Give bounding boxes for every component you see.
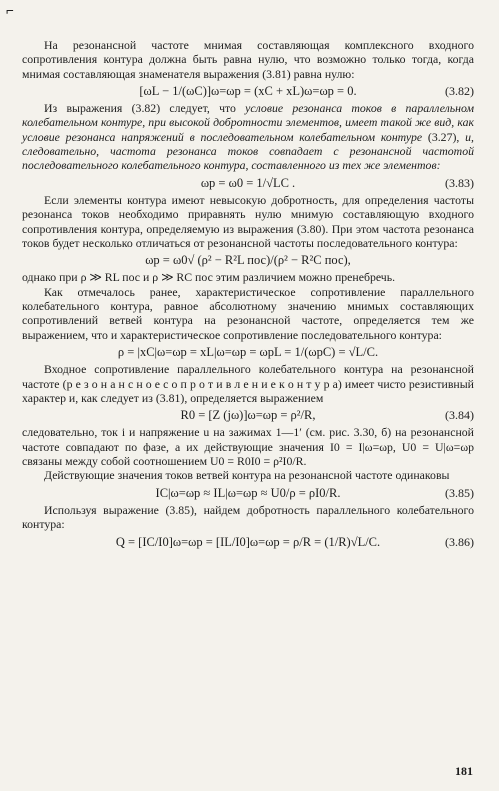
equation-rho — [22, 345, 474, 359]
paragraph-5: Как отмечалось ранее, характеристическое сопротивление параллельного колебательного контура, равное абсолютному значению мнимых составляющих сопротивлений ветвей контура на резонансной частоте, определяется тем же выражением, что и характеристическое сопротивление последовательного контура: — [22, 284, 474, 342]
paragraph-3: Если элементы контура имеют невысокую добротность, для определения частоты резонанса токов необходимо приравнять нулю мнимую составляющую входного сопротивления контура, определяемую из выражения (3.80). При этом частота резонанса токов будет несколько отличаться от резонансной частоты последовательного контура: — [22, 192, 474, 250]
paragraph-2-part-c: (3.27), — [422, 129, 466, 144]
equation-3-86 — [22, 535, 474, 549]
paragraph-4: однако при ρ ≫ RL пос и ρ ≫ RC пос этим различием можно пренебречь. — [22, 270, 396, 285]
equation-unnumbered — [22, 253, 474, 267]
equation-number: (3.85) — [445, 485, 474, 500]
corner-mark: ⌐ — [6, 4, 14, 19]
formula: IC|ω=ωp ≈ IL|ω=ωp ≈ U0/ρ = ρI0/R. — [155, 485, 341, 500]
equation-3-83 — [22, 176, 474, 190]
paragraph-1: На резонансной частоте мнимая составляющая комплексного входного сопротивления контура должна быть равна нулю, что возможно только тогда, когда мнимая составляющая знаменателя выражения (3.81) равна нулю: — [22, 38, 474, 81]
equation-number: (3.86) — [445, 534, 474, 549]
formula: ωp = ω0 = 1/√LC . — [200, 175, 296, 190]
paragraph-2 — [22, 101, 474, 172]
paragraph-6: Входное сопротивление параллельного колебательного контура на резонансной частоте (р е з о н а н с н о е с о п р о т и в л е н и е к о н т у р а) имеет чисто резистивный характер и, как следует из (3.81), определяется выражением — [22, 362, 474, 405]
formula: ωp = ω0√ (ρ² − R²L пос)/(ρ² − R²C пос), — [145, 253, 351, 268]
equation-number: (3.82) — [445, 83, 474, 98]
formula: [ωL − 1/(ωC)]ω=ωp = (xC + xL)ω=ωp = 0. — [139, 83, 357, 98]
paragraph-2-italic-a: условие резонанса токов в параллельном колебательном контуре, при высокой добротности элементов, имеет такой же вид, как условие резонанса напряжений в последовательном колебательном контуре — [22, 101, 474, 144]
paragraph-7: следовательно, ток i и напряжение u на зажимах 1—1′ (см. рис. 3.30, б) на резонансной частоте совпадают по фазе, а их действующие значения I0 = I|ω=ωp, U0 = U|ω=ωp связаны между собой соотношением U0 = R0I0 = ρ²I0/R. — [22, 425, 474, 469]
paragraph-9: Используя выражение (3.85), найдем добротность параллельного колебательного контура: — [22, 502, 474, 532]
formula: R0 = [Z (jω)]ω=ωp = ρ²/R, — [180, 408, 316, 423]
equation-number: (3.83) — [445, 175, 474, 190]
paragraph-8: Действующие значения токов ветвей контура на резонансной частоте одинаковы — [44, 468, 450, 483]
paragraph-2-italic-b: и, следовательно, частота резонанса токов совпадает с резонансной частотой последовательного колебательного контура, составленного из тех же элементов: — [22, 129, 474, 173]
equation-3-84 — [22, 408, 474, 422]
page-number: 181 — [455, 764, 473, 778]
equation-3-85 — [22, 486, 474, 500]
page-body — [22, 38, 474, 552]
formula: ρ = |xC|ω=ωp = xL|ω=ωp = ωpL = 1/(ωpC) = √L/C. — [117, 344, 379, 359]
paragraph-2-part-a: Из выражения (3.82) следует, что — [44, 101, 246, 116]
equation-3-82 — [22, 84, 474, 98]
equation-number: (3.84) — [445, 408, 474, 423]
formula: Q = [IC/I0]ω=ωp = [IL/I0]ω=ωp = ρ/R = (1/R)√L/C. — [115, 534, 381, 549]
